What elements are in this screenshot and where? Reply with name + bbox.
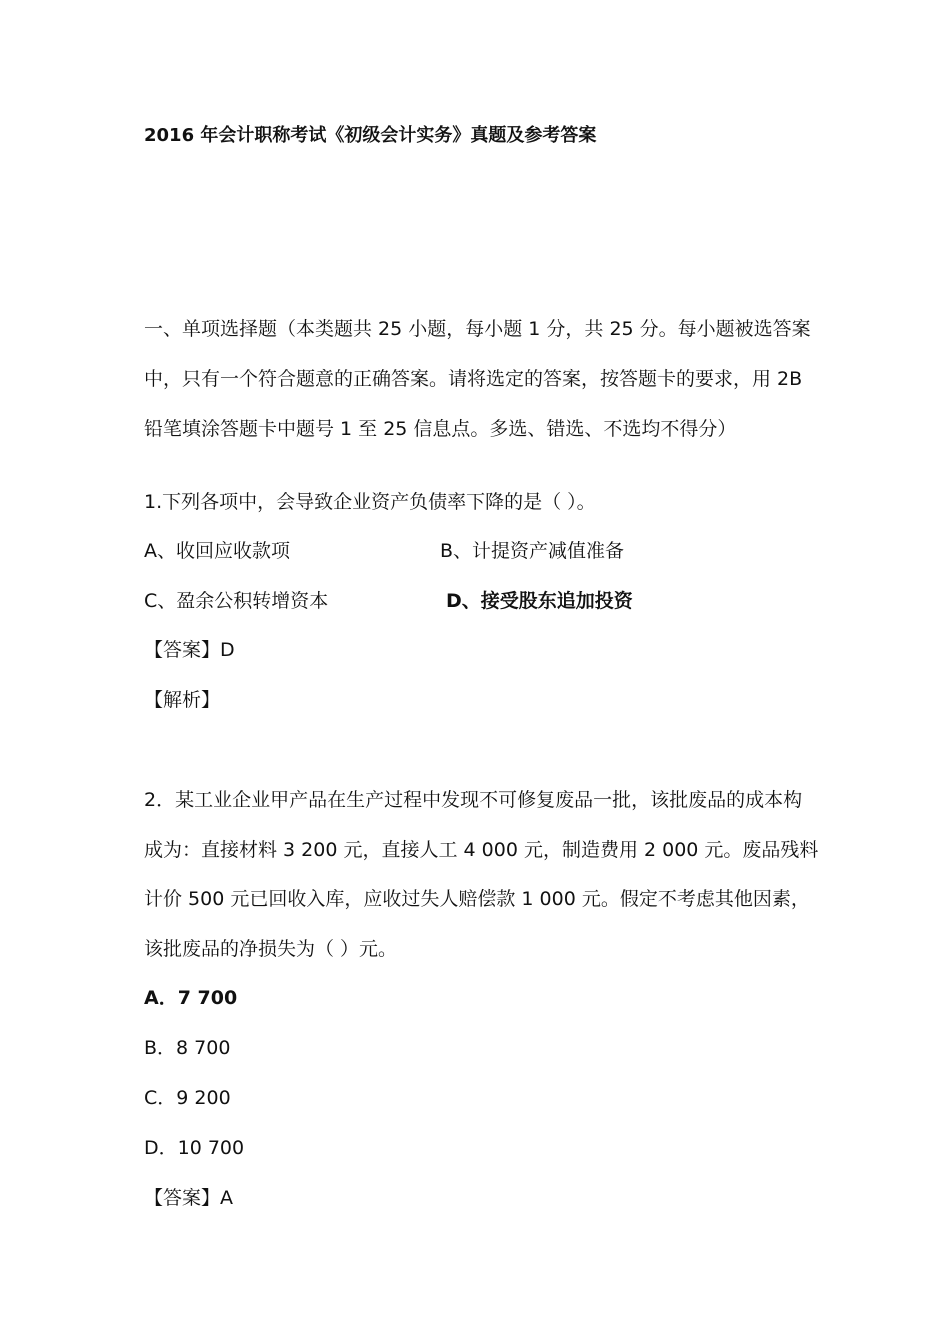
- q2-stem-line-3: 计价 500 元已回收入库，应收过失人赔偿款 1 000 元。假定不考虑其他因素，: [144, 888, 810, 910]
- q1-option-d: D、接受股东追加投资: [446, 590, 633, 612]
- q2-stem-line-4: 该批废品的净损失为（ ）元。: [144, 938, 398, 960]
- section-intro-line-3: 铅笔填涂答题卡中题号 1 至 25 信息点。多选、错选、不选均不得分）: [144, 418, 737, 440]
- section-intro-line-2: 中，只有一个符合题意的正确答案。请将选定的答案，按答题卡的要求，用 2B: [144, 368, 803, 390]
- q1-option-a: A、收回应收款项: [144, 540, 290, 562]
- q1-analysis: 【解析】: [144, 689, 221, 711]
- q2-stem-line-2: 成为：直接材料 3 200 元，直接人工 4 000 元，制造费用 2 000 元。废品残料: [144, 839, 819, 861]
- q2-option-d: D．10 700: [144, 1137, 245, 1159]
- q1-answer: 【答案】D: [144, 639, 235, 661]
- q2-option-a: A．7 700: [144, 987, 238, 1009]
- q1-option-b: B、计提资产减值准备: [440, 540, 625, 562]
- q2-stem-line-1: 2．某工业企业甲产品在生产过程中发现不可修复废品一批，该批废品的成本构: [144, 789, 803, 811]
- q1-option-c: C、盈余公积转增资本: [144, 590, 329, 612]
- document-title: 2016 年会计职称考试《初级会计实务》真题及参考答案: [144, 125, 597, 146]
- q2-option-b: B．8 700: [144, 1037, 231, 1059]
- q1-stem: 1.下列各项中，会导致企业资产负债率下降的是（ ）。: [144, 491, 596, 513]
- section-intro-line-1: 一、单项选择题（本类题共 25 小题，每小题 1 分，共 25 分。每小题被选答案: [144, 318, 811, 340]
- q2-option-c: C．9 200: [144, 1087, 231, 1109]
- q2-answer: 【答案】A: [144, 1187, 233, 1209]
